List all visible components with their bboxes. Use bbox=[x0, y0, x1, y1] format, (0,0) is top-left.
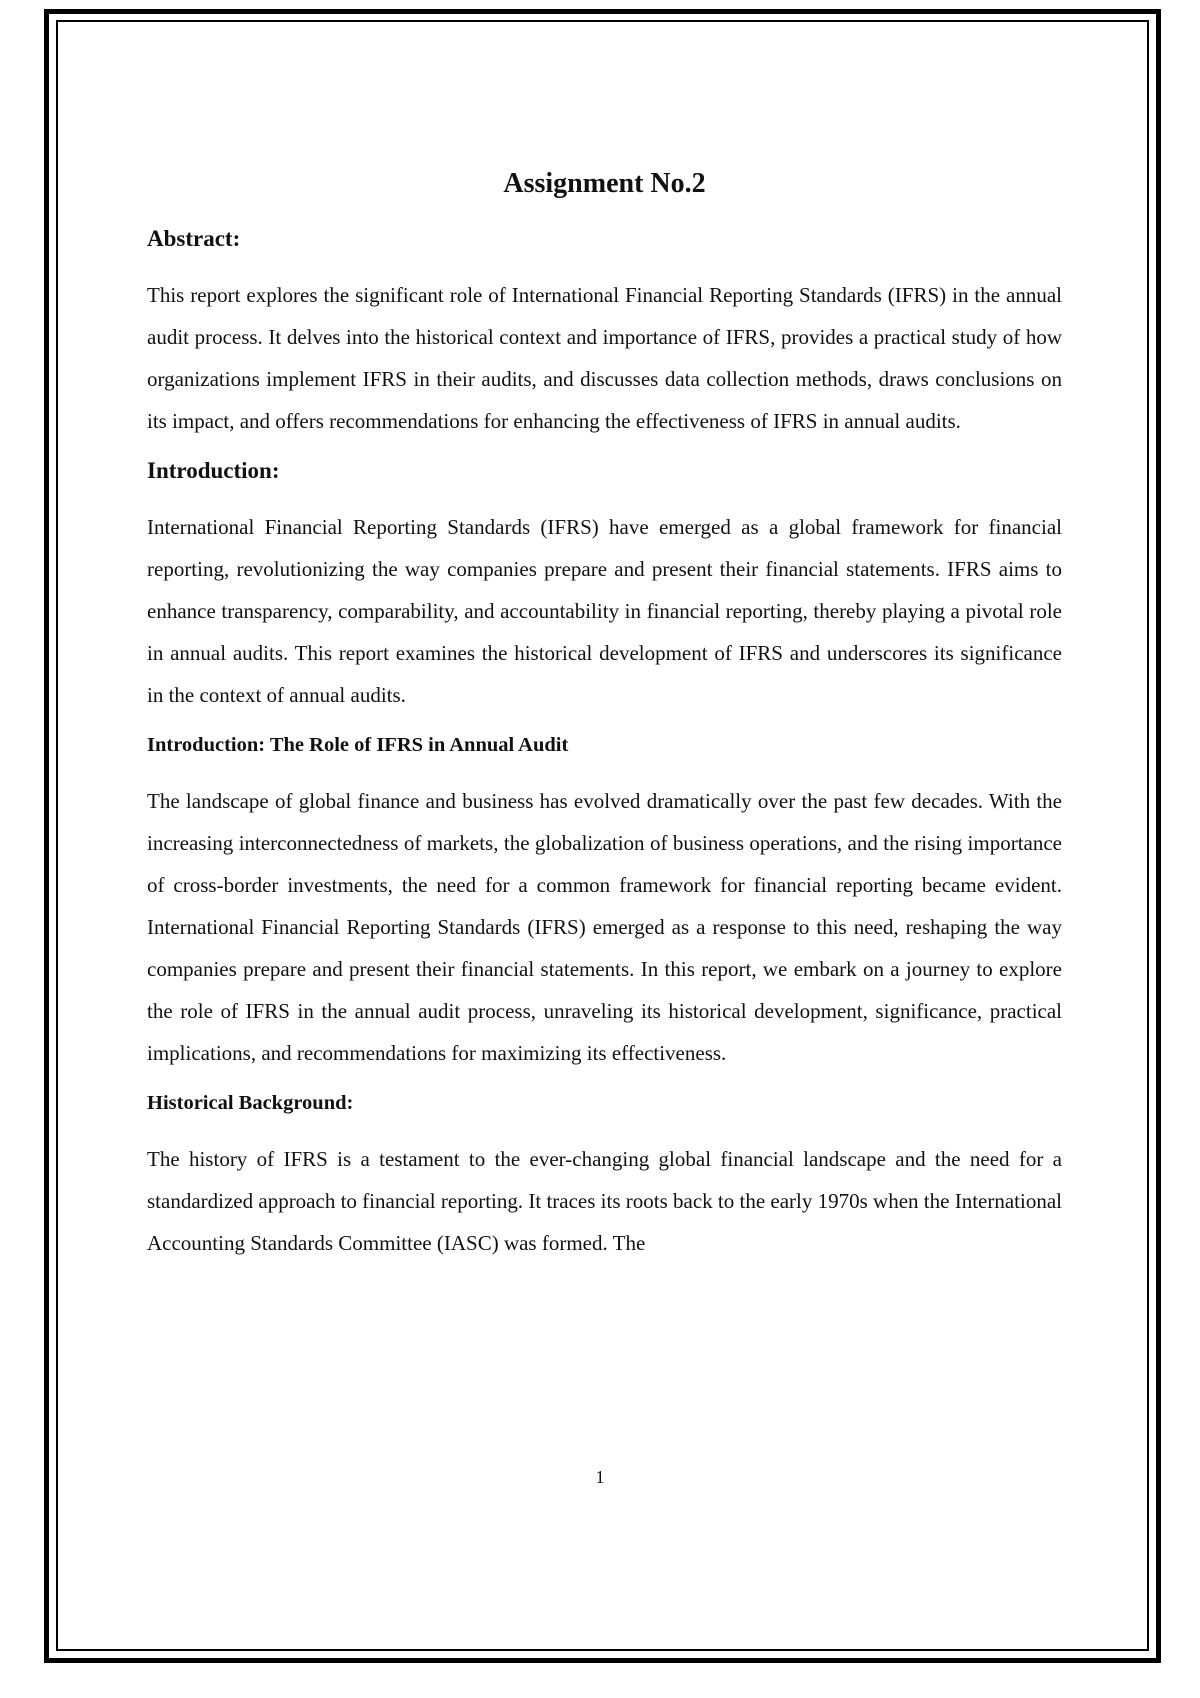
introduction-section bbox=[147, 450, 1062, 724]
document-title: Assignment No.2 bbox=[503, 168, 706, 199]
role-of-ifrs-heading: Introduction: The Role of IFRS in Annual Audit bbox=[147, 734, 569, 756]
page-number: 1 bbox=[595, 1467, 605, 1487]
historical-background-section bbox=[147, 1082, 1062, 1264]
historical-background-paragraph: The history of IFRS is a testament to the ever-changing global financial landscape and the need for a standardized approach to financial reporting. It traces its roots back to the early 1970s when the International Accounting Standards Committee (IASC) was formed. The bbox=[147, 1147, 1062, 1255]
historical-background-heading: Historical Background: bbox=[147, 1092, 354, 1114]
abstract-paragraph: This report explores the significant role of International Financial Reporting Standards (IFRS) in the annual audit process. It delves into the historical context and importance of IFRS, provides a practical study of how organizations implement IFRS in their audits, and discusses data collection methods, draws conclusions on its impact, and offers recommendations for enhancing the effectiveness of IFRS in annual audits. bbox=[147, 283, 1062, 433]
role-of-ifrs-paragraph: The landscape of global finance and business has evolved dramatically over the past few decades. With the increasing interconnectedness of markets, the globalization of business operations, and the rising importance of cross-border investments, the need for a common framework for financial reporting became evident. International Financial Reporting Standards (IFRS) emerged as a response to this need, reshaping the way companies prepare and present their financial statements. In this report, we embark on a journey to explore the role of IFRS in the annual audit process, unraveling its historical development, significance, practical implications, and recommendations for maximizing its effectiveness. bbox=[147, 789, 1062, 1065]
abstract-heading: Abstract: bbox=[147, 226, 241, 251]
introduction-paragraph: International Financial Reporting Standards (IFRS) have emerged as a global framework for financial reporting, revolutionizing the way companies prepare and present their financial statements. IFRS aims to enhance transparency, comparability, and accountability in financial reporting, thereby playing a pivotal role in annual audits. This report examines the historical development of IFRS and underscores its significance in the context of annual audits. bbox=[147, 515, 1062, 707]
introduction-heading: Introduction: bbox=[147, 458, 280, 483]
role-of-ifrs-section bbox=[147, 724, 1062, 1082]
document-body bbox=[147, 160, 1062, 1264]
abstract-section bbox=[147, 218, 1062, 450]
